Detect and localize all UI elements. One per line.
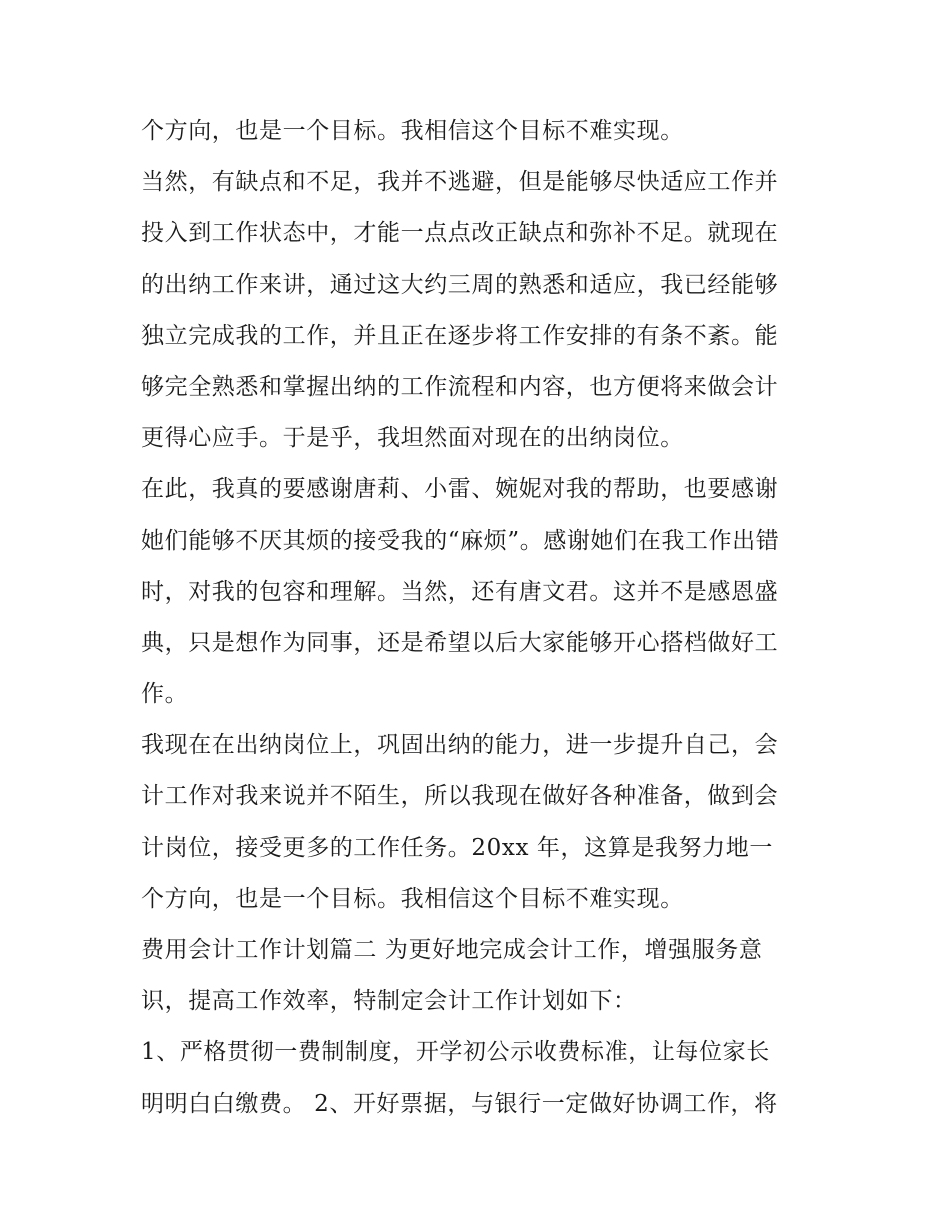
text-line: 计岗位，接受更多的工作任务。20xx 年，这算是我努力地一 (141, 834, 773, 861)
text-line: 识，提高工作效率，特制定会计工作计划如下： (141, 988, 637, 1015)
text-line: 费用会计工作计划篇二 为更好地完成会计工作，增强服务意 (141, 937, 763, 963)
text-line: 更得心应手。于是乎，我坦然面对现在的出纳岗位。 (141, 425, 684, 452)
text-line: 计工作对我来说并不陌生，所以我现在做好各种准备，做到会 (141, 783, 779, 810)
document-body (141, 106, 821, 1130)
text-line: 的出纳工作来讲，通过这大约三周的熟悉和适应，我已经能够 (141, 271, 779, 298)
text-line: 在此，我真的要感谢唐莉、小雷、婉妮对我的帮助，也要感谢 (141, 476, 779, 503)
text-line: 当然，有缺点和不足，我并不逃避，但是能够尽快适应工作并 (141, 169, 779, 196)
text-line: 我现在在出纳岗位上，巩固出纳的能力，进一步提升自己，会 (141, 732, 779, 759)
text-line: 典，只是想作为同事，还是希望以后大家能够开心搭档做好工 (141, 629, 779, 656)
text-line: 时，对我的包容和理解。当然，还有唐文君。这并不是感恩盛 (141, 578, 779, 605)
text-line: 投入到工作状态中，才能一点点改正缺点和弥补不足。就现在 (141, 220, 779, 247)
text-line: 个方向，也是一个目标。我相信这个目标不难实现。 (141, 118, 684, 144)
text-line: 1、严格贯彻一费制制度，开学初公示收费标准，让每位家长 (141, 1039, 770, 1066)
text-line: 个方向，也是一个目标。我相信这个目标不难实现。 (141, 885, 684, 912)
text-line: 明明白白缴费。 2、开好票据，与银行一定做好协调工作，将 (141, 1090, 778, 1117)
text-line: 她们能够不厌其烦的接受我的“麻烦”。感谢她们在我工作出错 (141, 527, 780, 554)
text-line: 独立完成我的工作，并且正在逐步将工作安排的有条不紊。能 (141, 322, 779, 349)
text-line: 够完全熟悉和掌握出纳的工作流程和内容，也方便将来做会计 (141, 373, 779, 400)
text-line: 作。 (141, 681, 189, 708)
